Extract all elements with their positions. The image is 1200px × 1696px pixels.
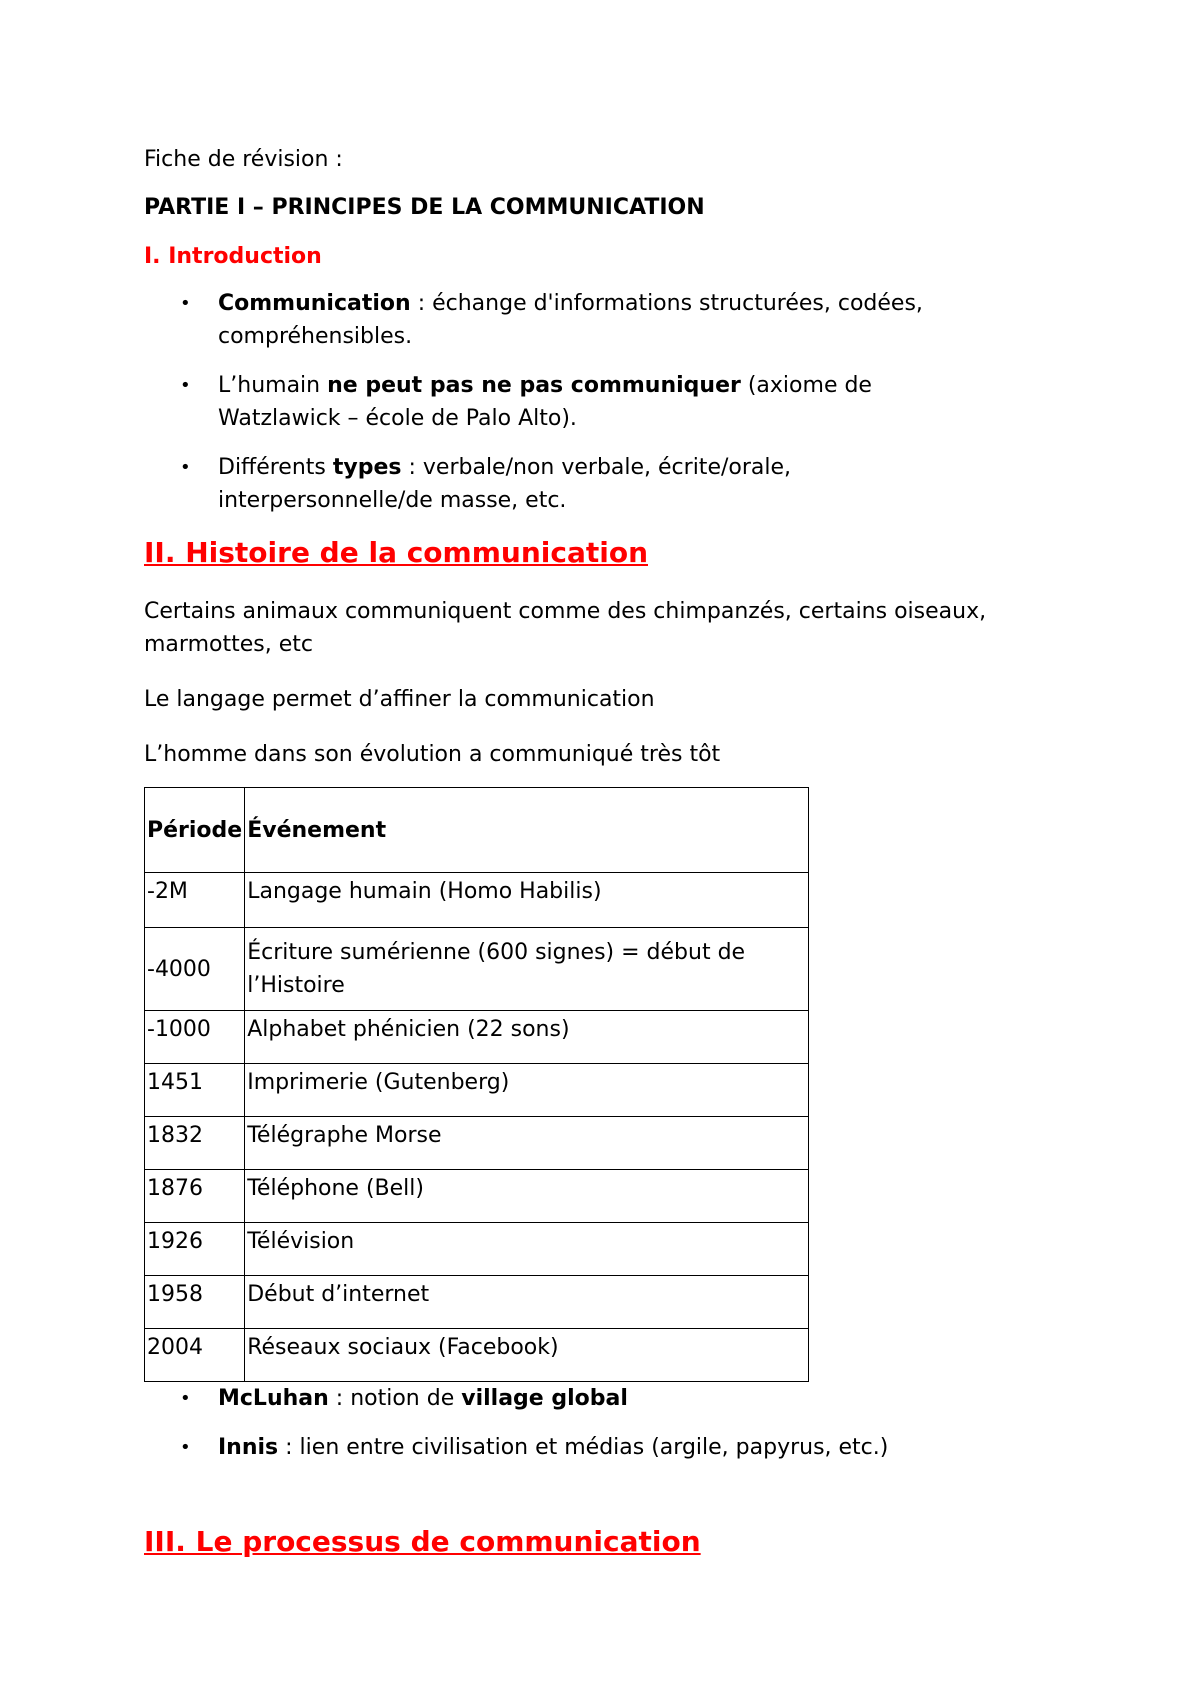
- list-item: [144, 1382, 1064, 1415]
- term: village global: [461, 1386, 628, 1411]
- list-item: [144, 369, 978, 435]
- cell-event: Réseaux sociaux (Facebook): [245, 1329, 809, 1382]
- cell-period: 1451: [145, 1064, 245, 1117]
- timeline-table: [144, 787, 809, 1382]
- cell-event: Alphabet phénicien (22 sons): [245, 1011, 809, 1064]
- paragraph: Certains animaux communiquent comme des chimpanzés, certains oiseaux, marmottes, etc: [144, 599, 987, 657]
- term: McLuhan: [218, 1386, 329, 1411]
- definition: : échange d'informations structurées, codées, compréhensibles.: [218, 291, 923, 349]
- table-row: [145, 1276, 809, 1329]
- cell-event: Télégraphe Morse: [245, 1117, 809, 1170]
- definition: (axiome de Watzlawick – école de Palo Alto).: [218, 373, 872, 431]
- term: types: [332, 455, 402, 480]
- definition: : verbale/non verbale, écrite/orale, interpersonnelle/de masse, etc.: [218, 455, 792, 513]
- definition: : lien entre civilisation et médias (argile, papyrus, etc.): [278, 1435, 889, 1460]
- cell-event: Début d’internet: [245, 1276, 809, 1329]
- cell-period: 2004: [145, 1329, 245, 1382]
- header-period: Période: [145, 788, 245, 873]
- table-row: [145, 1117, 809, 1170]
- table-row: [145, 1011, 809, 1064]
- table-row: [145, 1064, 809, 1117]
- partie-title: PARTIE I – PRINCIPES DE LA COMMUNICATION: [144, 195, 705, 220]
- cell-period: -4000: [145, 928, 245, 1011]
- section2-title: II. Histoire de la communication: [144, 536, 648, 569]
- cell-event: Langage humain (Homo Habilis): [245, 873, 809, 928]
- header-event: Événement: [245, 788, 809, 873]
- term: ne peut pas ne pas communiquer: [327, 373, 741, 398]
- section1-title: I. Introduction: [144, 244, 322, 269]
- list-item: [144, 1431, 1064, 1464]
- term: Communication: [218, 291, 411, 316]
- cell-period: -2M: [145, 873, 245, 928]
- text-mid: : notion de: [328, 1386, 462, 1411]
- section2-list: [144, 1382, 1064, 1464]
- paragraph: Le langage permet d’affiner la communication: [144, 687, 655, 712]
- list-item: [144, 451, 978, 517]
- text-pre: L’humain: [218, 373, 328, 398]
- cell-event: Téléphone (Bell): [245, 1170, 809, 1223]
- bullet-icon: •: [180, 1437, 191, 1458]
- cell-period: 1876: [145, 1170, 245, 1223]
- bullet-icon: •: [180, 1388, 191, 1409]
- table-row: [145, 873, 809, 928]
- paragraph: L’homme dans son évolution a communiqué très tôt: [144, 742, 721, 767]
- cell-period: 1926: [145, 1223, 245, 1276]
- document-heading: Fiche de révision :: [144, 147, 343, 172]
- table-row: [145, 928, 809, 1011]
- cell-event: Écriture sumérienne (600 signes) = début de l’Histoire: [245, 928, 809, 1011]
- table-row: [145, 1223, 809, 1276]
- cell-period: 1958: [145, 1276, 245, 1329]
- bullet-icon: •: [180, 293, 191, 314]
- cell-period: 1832: [145, 1117, 245, 1170]
- document-page: [144, 128, 1064, 1578]
- section1-list: [144, 287, 1064, 517]
- table-row: [145, 1170, 809, 1223]
- table-header-row: [145, 788, 809, 873]
- term: Innis: [218, 1435, 279, 1460]
- cell-event: Imprimerie (Gutenberg): [245, 1064, 809, 1117]
- bullet-icon: •: [180, 375, 191, 396]
- text-pre: Différents: [218, 455, 333, 480]
- bullet-icon: •: [180, 457, 191, 478]
- section3-title: III. Le processus de communication: [144, 1525, 701, 1558]
- list-item: [144, 287, 978, 353]
- table-row: [145, 1329, 809, 1382]
- cell-period: -1000: [145, 1011, 245, 1064]
- cell-event: Télévision: [245, 1223, 809, 1276]
